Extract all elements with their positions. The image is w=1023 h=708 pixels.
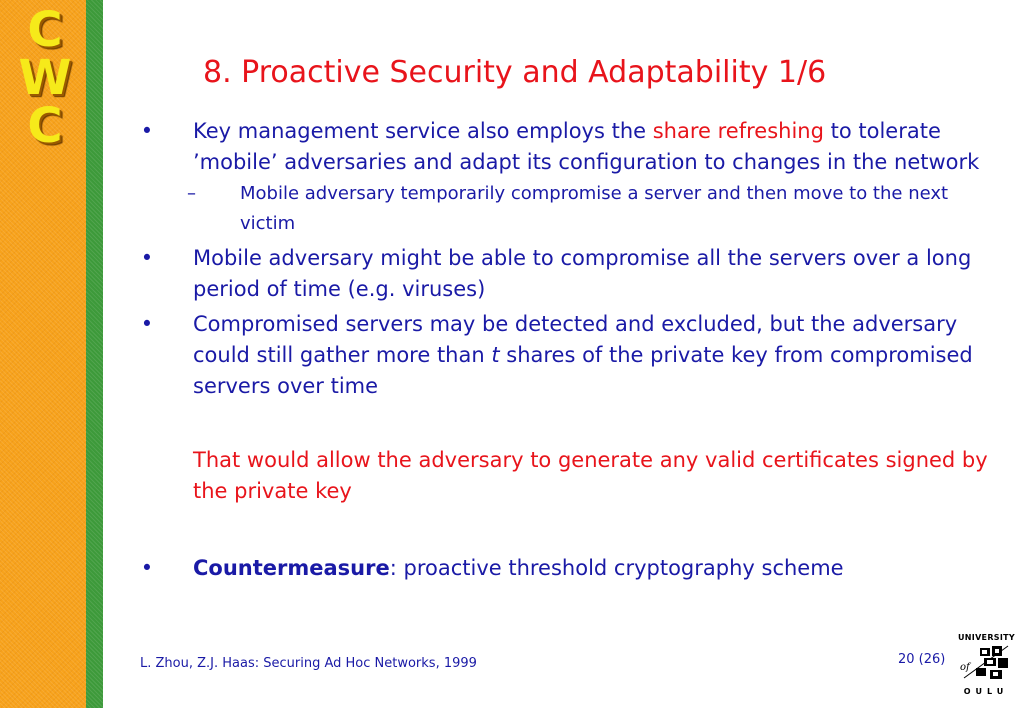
bullet-item [140,116,1000,178]
bullet-marker: • [140,246,154,270]
footer-reference: L. Zhou, Z.J. Haas: Securing Ad Hoc Networks, 1999 [140,656,477,671]
logo-university-word: UNIVERSITY [958,633,1015,642]
cwc-logo [14,2,76,154]
dash-marker: – [187,183,196,204]
sub-bullet-item [140,179,1000,239]
bullet-text: Mobile adversary might be able to compromise all the servers over a long period of time (e.g. viruses) [193,246,972,301]
italic-variable: t [491,343,500,367]
bullet-marker: • [140,312,154,336]
highlight-text: share refreshing [652,119,824,143]
slide-title: 8. Proactive Security and Adaptability 1/6 [203,55,827,90]
logo-oulu-word: OULU [963,687,1009,696]
bullet-text: shares of the private key from compromised servers over time [193,343,973,398]
logo-letter-w: W [18,50,72,106]
logo-letter-c-top: C [27,2,63,58]
bullet-item [140,243,1000,305]
logo-letter-c-bottom: C [27,98,63,154]
bullet-item [140,553,1000,584]
sidebar-green-band [86,0,103,708]
bullet-text: Compromised servers may be detected and excluded, but the adversary could still gather more than [193,312,958,367]
highlighted-note: That would allow the adversary to generate any valid certificates signed by the private key [193,448,988,503]
page-number: 20 (26) [898,652,946,667]
sidebar-orange-band [0,0,86,708]
bullet-text: to tolerate ’mobile’ adversaries and adapt its configuration to changes in the network [193,119,980,174]
bullet-marker: • [140,556,154,580]
bold-term: Countermeasure [193,556,390,580]
university-of-oulu-logo [958,633,1015,696]
bullet-text: Key management service also employs the [193,119,653,143]
bullet-list [140,116,1000,584]
logo-of-word: of [960,662,970,673]
sub-bullet-text: Mobile adversary temporarily compromise a server and then move to the next victim [240,183,949,234]
bullet-text: : proactive threshold cryptography scheme [389,556,844,580]
bullet-marker: • [140,119,154,143]
bullet-item [140,309,1000,402]
oulu-emblem-icon [958,642,1014,682]
